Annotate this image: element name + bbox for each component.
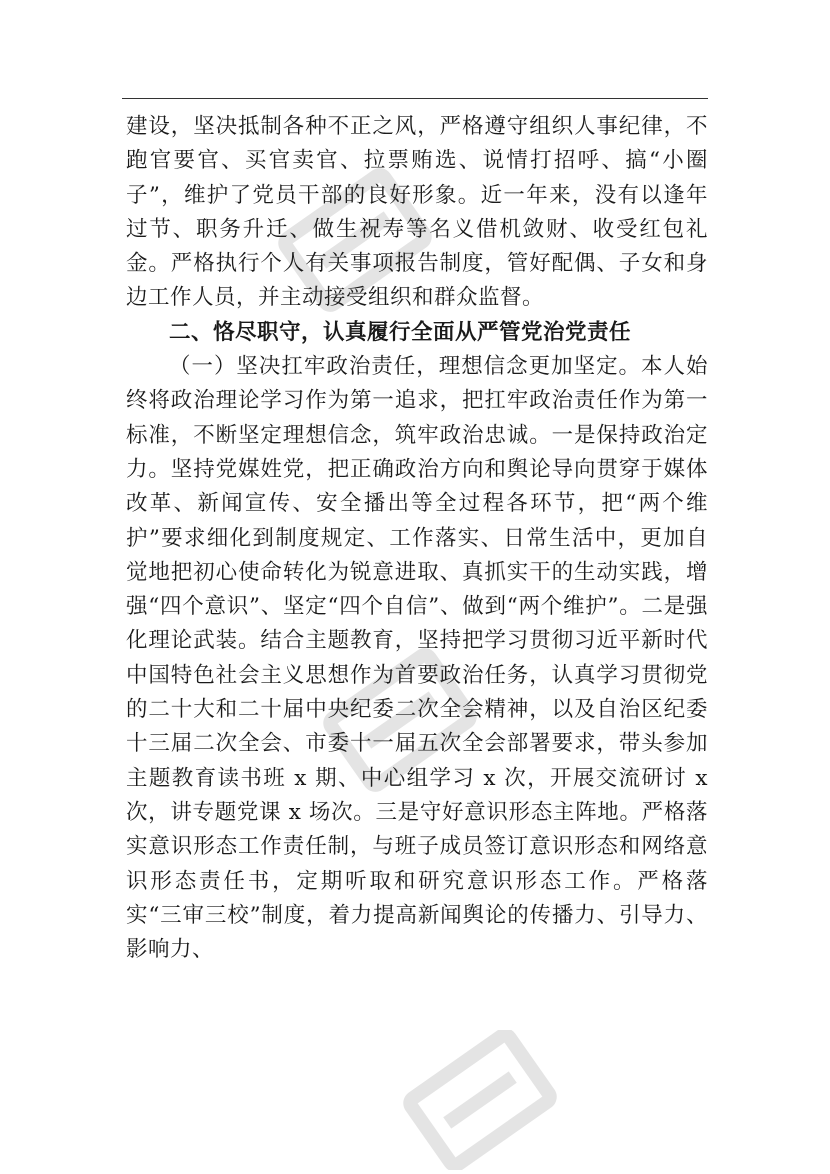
watermark-icon (380, 1030, 580, 1170)
header-rule (122, 98, 708, 99)
paragraph-continuation: 建设，坚决抵制各种不正之风，严格遵守组织人事纪律，不跑官要官、买官卖官、拉票贿选、说情打招呼、搞“小圈子”，维护了党员干部的良好形象。近一年来，没有以逢年过节、职务升迁、做生祝寿等名义借机敛财、收受红包礼金。严格执行个人有关事项报告制度，管好配偶、子女和身边工作人员，并主动接受组织和群众监督。 (126, 114, 708, 311)
paragraph-political-responsibility: （一）坚决扛牢政治责任，理想信念更加坚定。本人始终将政治理论学习作为第一追求，把扛牢政治责任作为第一标准，不断坚定理想信念，筑牢政治忠诚。一是保持政治定力。坚持党媒姓党，把正确政治方向和舆论导向贯穿于媒体改革、新闻宣传、安全播出等全过程各环节，把“两个维护”要求细化到制度规定、工作落实、日常生活中，更加自觉地把初心使命转化为锐意进取、真抓实干的生动实践，增强“四个意识”、坚定“四个自信”、做到“两个维护”。二是强化理论武装。结合主题教育，坚持把学习贯彻习近平新时代中国特色社会主义思想作为首要政治任务，认真学习贯彻党的二十大和二十届中央纪委二次全会精神，以及自治区纪委十三届二次全会、市委十一届五次全会部署要求，带头参加主题教育读书班 x 期、中心组学习 x 次，开展交流研讨 x 次，讲专题党课 x 场次。三是守好意识形态主阵地。严格落实意识形态工作责任制，与班子成员签订意识形态和网络意识形态责任书，定期听取和研究意识形态工作。严格落实“三审三校”制度，着力提高新闻舆论的传播力、引导力、影响力、 (126, 354, 708, 963)
document-body (126, 110, 708, 967)
section-heading: 二、恪尽职守，认真履行全面从严管党治党责任 (169, 319, 632, 345)
